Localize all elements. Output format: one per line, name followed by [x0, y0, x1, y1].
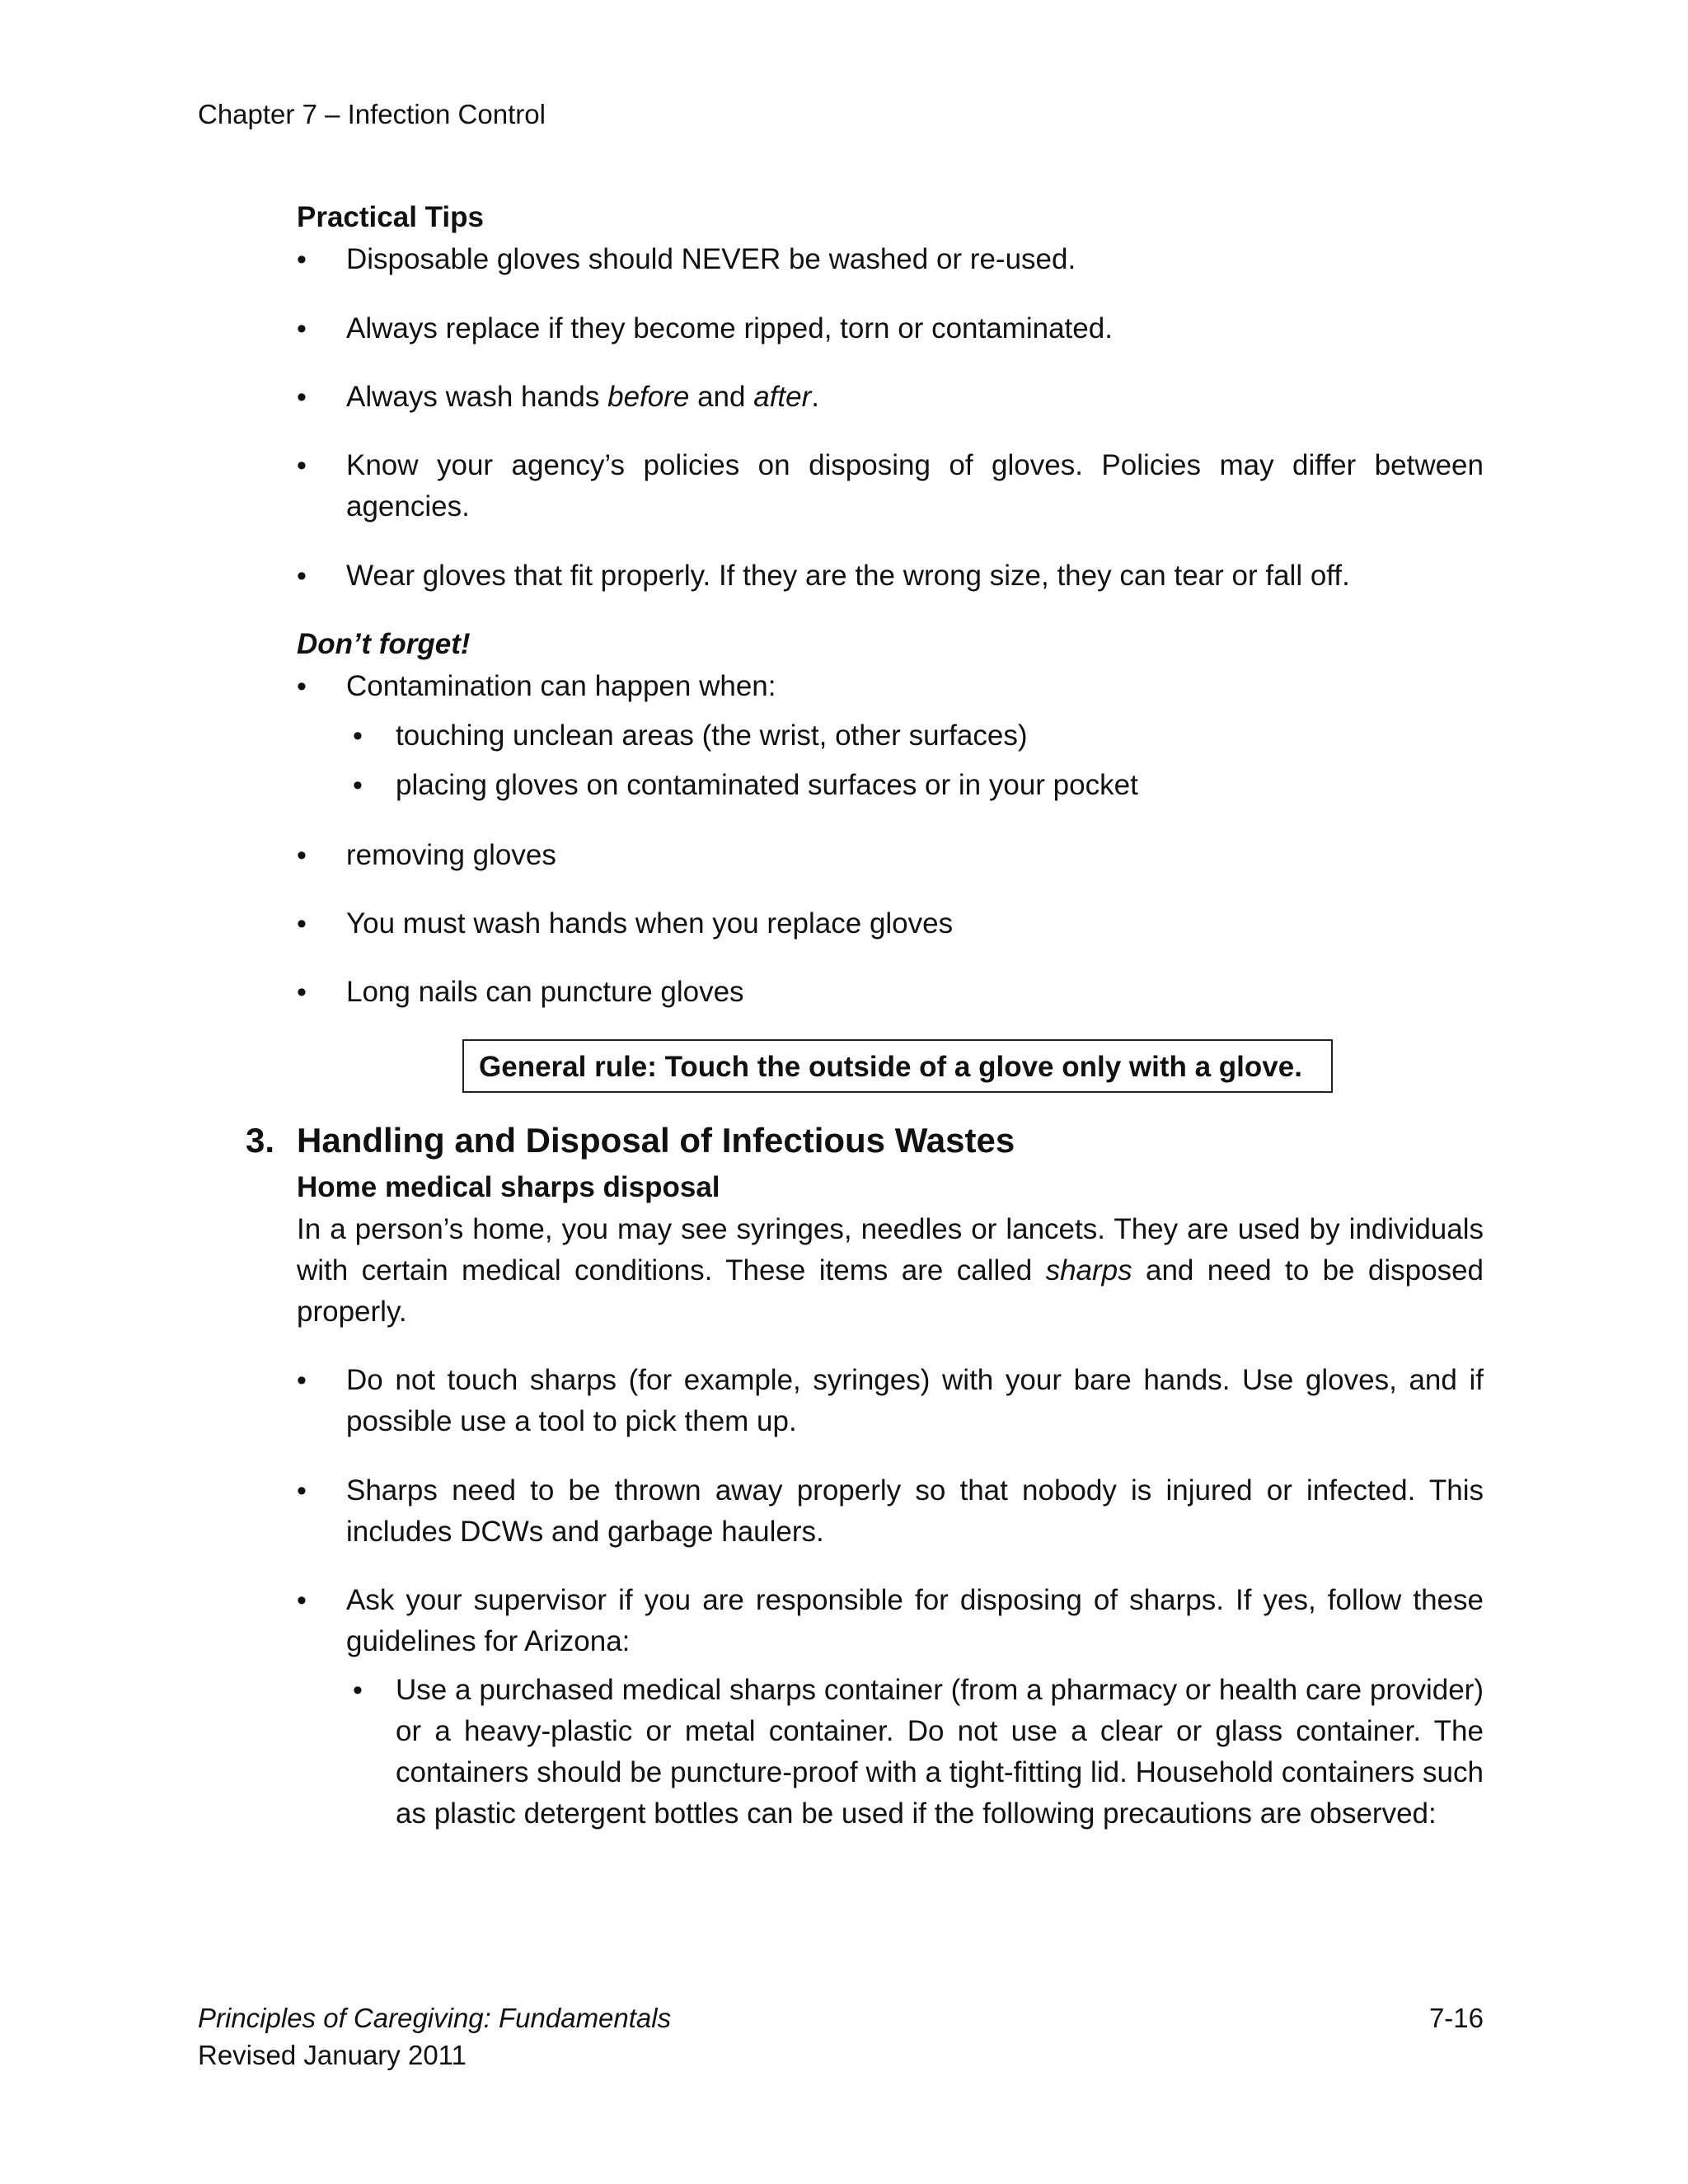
bullet-icon: •: [297, 450, 307, 481]
list-item: Long nails can puncture gloves: [346, 976, 744, 1008]
list-item: Sharps need to be thrown away properly so that nobody is injured or infected. This includes DCWs and garbage haulers.: [346, 1474, 1484, 1548]
footer-title: Principles of Caregiving: Fundamentals: [198, 2003, 672, 2033]
general-rule-text: General rule: Touch the outside of a glove only with a glove.: [479, 1051, 1302, 1083]
page-number: 7-16: [1428, 2003, 1484, 2033]
sharps-paragraph: In a person’s home, you may see syringes, needles or lancets. They are used by individuals with certain medical conditions. These items are called sharps and need to be disposed properly.: [297, 1213, 1484, 1328]
chapter-header: Chapter 7 – Infection Control: [198, 99, 546, 129]
sub-list-item: placing gloves on contaminated surfaces or in your pocket: [396, 769, 1138, 801]
bullet-icon: •: [297, 840, 307, 871]
section-title: Handling and Disposal of Infectious Wastes: [297, 1121, 1015, 1160]
bullet-icon: •: [353, 1675, 363, 1706]
section-number: 3.: [246, 1121, 275, 1160]
list-item: Wear gloves that fit properly. If they are the wrong size, they can tear or fall off.: [346, 560, 1350, 592]
bullet-icon: •: [353, 720, 363, 752]
bullet-icon: •: [353, 770, 363, 801]
bullet-icon: •: [297, 560, 307, 592]
sub-list-item: touching unclean areas (the wrist, other surfaces): [396, 719, 1028, 752]
sharps-subheading: Home medical sharps disposal: [297, 1171, 720, 1203]
list-item: Do not touch sharps (for example, syringes) with your bare hands. Use gloves, and if possible use a tool to pick them up.: [346, 1364, 1484, 1437]
list-item: You must wash hands when you replace gloves: [346, 907, 954, 940]
practical-tips-heading: Practical Tips: [297, 201, 484, 233]
bullet-icon: •: [297, 977, 307, 1008]
bullet-icon: •: [297, 1475, 307, 1507]
bullet-icon: •: [297, 244, 307, 275]
bullet-icon: •: [297, 382, 307, 413]
sub-list-item: Use a purchased medical sharps container (from a pharmacy or health care provider) or a heavy-plastic or metal container. Do not use a clear or glass container. The containers should be puncture-proof with a tight-fitting lid. Household containers such as plastic detergent bottles can be used if the following precautions are observed:: [396, 1674, 1484, 1830]
list-item: removing gloves: [346, 839, 556, 871]
list-item: Disposable gloves should NEVER be washed or re-used.: [346, 243, 1076, 275]
list-item: Always wash hands before and after.: [346, 381, 819, 413]
list-item: Ask your supervisor if you are responsible for disposing of sharps. If yes, follow these guidelines for Arizona:: [346, 1584, 1484, 1657]
bullet-icon: •: [297, 908, 307, 940]
bullet-icon: •: [297, 313, 307, 344]
list-item: Know your agency’s policies on disposing of gloves. Policies may differ between agencies.: [346, 449, 1484, 523]
bullet-icon: •: [297, 1365, 307, 1396]
bullet-icon: •: [297, 671, 307, 702]
list-item: Contamination can happen when:: [346, 670, 776, 702]
general-rule-box: [462, 1039, 1333, 1093]
bullet-icon: •: [297, 1585, 307, 1616]
dont-forget-heading: Don’t forget!: [297, 628, 471, 660]
list-item: Always replace if they become ripped, torn or contaminated.: [346, 312, 1113, 344]
footer-revised: Revised January 2011: [198, 2040, 467, 2070]
